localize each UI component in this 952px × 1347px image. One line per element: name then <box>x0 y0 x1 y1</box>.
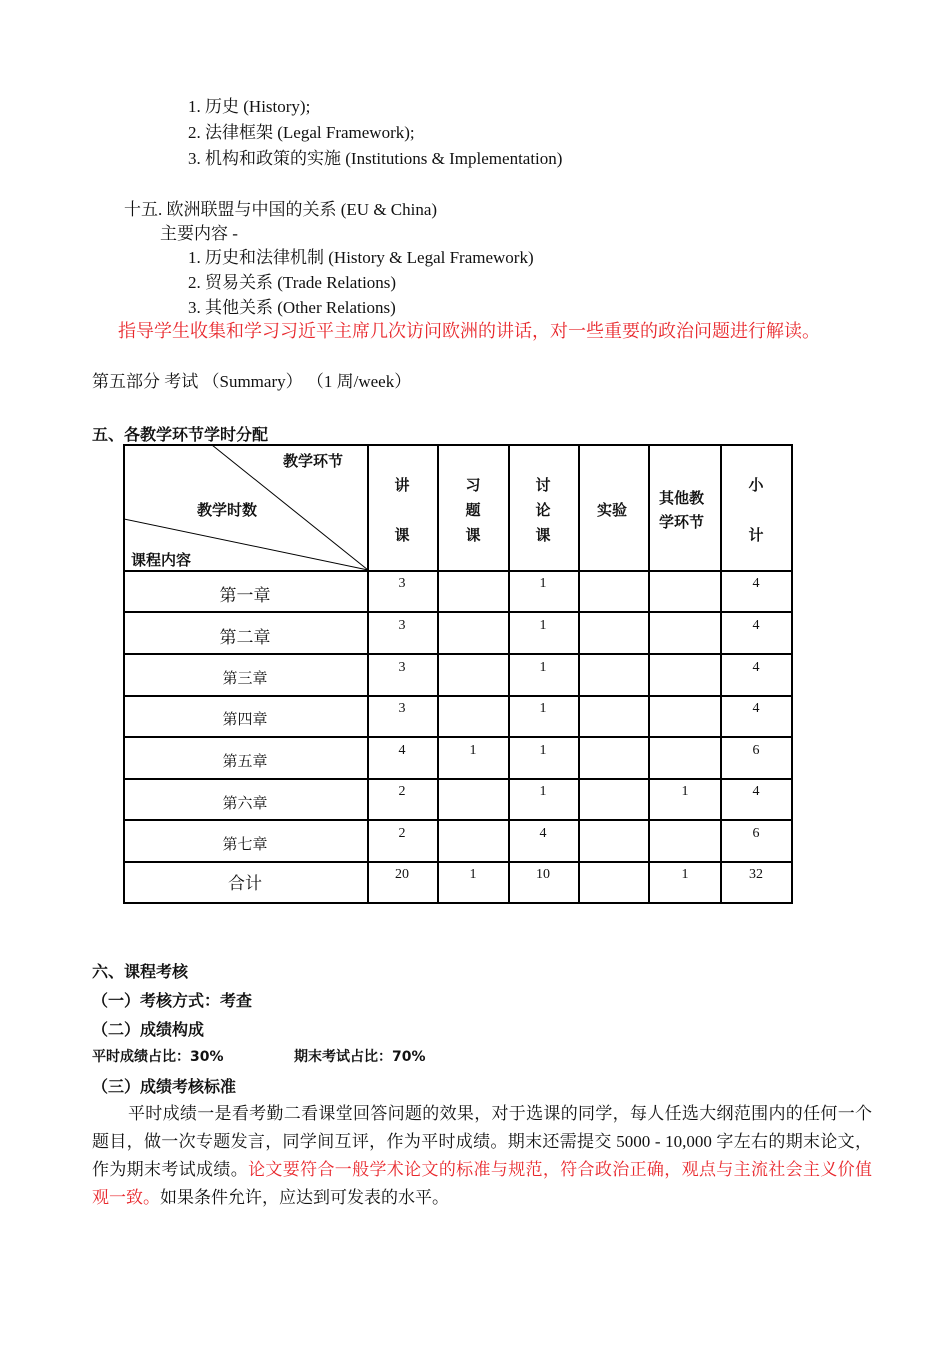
table-border <box>648 444 650 904</box>
cell-subtotal: 4 <box>752 660 760 675</box>
section-title: 十五. 欧洲联盟与中国的关系 (EU & China) <box>124 200 438 219</box>
assessment-text: 平时成绩一是看考勤二看课堂回答问题的效果，对于选课的同学，每人任选大纲范围内的任何一个题目，做一次专题发言，同学间互评，作为平时成绩。期末还需提交 5000 - 10,000 字左右的期末论文，作为期末考试成绩。 <box>92 1104 872 1179</box>
subsection-heading: （一）考核方式：考查 <box>92 991 253 1010</box>
row-total-label: 合计 <box>228 874 262 894</box>
header-subtotal: 计 <box>748 526 764 544</box>
assessment-requirement: 论文要符合一般学术论文的标准与规范，符合政治正确，观点与主流社会主义价值观一致。 <box>92 1160 873 1207</box>
row-chapter: 第二章 <box>219 628 271 648</box>
list-item: 1. 历史 (History); <box>188 97 311 116</box>
cell-subtotal: 6 <box>752 743 760 758</box>
cell-discussion: 1 <box>539 660 547 675</box>
ratio-final: 期末考试占比：70% <box>294 1049 426 1065</box>
cell-lecture: 3 <box>398 701 406 716</box>
cell-exercise: 1 <box>469 867 477 882</box>
table-border <box>123 902 793 904</box>
subsection-heading: （二）成绩构成 <box>92 1020 205 1039</box>
cell-lecture: 3 <box>398 576 406 591</box>
header-discussion: 课 <box>535 526 551 544</box>
list-item: 3. 其他关系 (Other Relations) <box>188 298 396 317</box>
header-discussion: 讨 <box>535 476 551 494</box>
guidance-note: 指导学生收集和学习习近平主席几次访问欧洲的讲话，对一些重要的政治问题进行解读。 <box>118 321 820 341</box>
cell-discussion: 1 <box>539 743 547 758</box>
cell-subtotal: 6 <box>752 826 760 841</box>
table-border <box>508 444 510 904</box>
table-border <box>123 736 793 738</box>
header-lecture: 课 <box>394 526 410 544</box>
cell-subtotal: 4 <box>752 618 760 633</box>
cell-discussion: 10 <box>536 867 550 882</box>
header-exercise: 课 <box>465 526 481 544</box>
section-heading: 六、课程考核 <box>92 962 189 981</box>
cell-lecture: 20 <box>395 867 409 882</box>
cell-discussion: 1 <box>539 618 547 633</box>
assessment-paragraph <box>92 1100 872 1212</box>
header-subtotal: 小 <box>748 476 764 494</box>
table-border <box>123 778 793 780</box>
table-border <box>123 695 793 697</box>
list-item: 3. 机构和政策的实施 (Institutions & Implementation) <box>188 149 563 168</box>
list-item: 2. 贸易关系 (Trade Relations) <box>188 273 397 292</box>
cell-lecture: 3 <box>398 660 406 675</box>
cell-discussion: 4 <box>539 826 547 841</box>
list-item: 2. 法律框架 (Legal Framework); <box>188 123 415 142</box>
section-subtitle: 主要内容 - <box>160 224 238 243</box>
assessment-text: 如果条件允许，应达到可发表的水平。 <box>160 1188 449 1207</box>
table-border <box>123 819 793 821</box>
cell-exercise: 1 <box>469 743 477 758</box>
section-heading: 五、各教学环节学时分配 <box>92 425 269 444</box>
cell-lecture: 4 <box>398 743 406 758</box>
cell-other: 1 <box>681 784 689 799</box>
header-experiment: 实验 <box>597 501 628 519</box>
cell-lecture: 2 <box>398 784 406 799</box>
row-chapter: 第七章 <box>222 835 268 853</box>
header-other: 其他教 <box>659 489 705 507</box>
header-exercise: 题 <box>465 501 481 519</box>
subsection-heading: （三）成绩考核标准 <box>92 1077 237 1096</box>
cell-subtotal: 32 <box>749 867 763 882</box>
row-chapter: 第三章 <box>222 669 268 687</box>
header-discussion: 论 <box>535 501 551 519</box>
table-border <box>123 653 793 655</box>
cell-lecture: 3 <box>398 618 406 633</box>
table-border <box>437 444 439 904</box>
header-lecture: 讲 <box>394 476 410 494</box>
corner-label-bottom: 课程内容 <box>131 551 192 569</box>
table-border <box>720 444 722 904</box>
row-chapter: 第四章 <box>222 710 268 728</box>
header-exercise: 习 <box>465 476 481 494</box>
row-chapter: 第六章 <box>222 794 268 812</box>
table-border <box>791 444 793 904</box>
cell-other: 1 <box>681 867 689 882</box>
header-other: 学环节 <box>659 513 705 531</box>
part-heading: 第五部分 考试 （Summary） （1 周/week） <box>92 372 412 391</box>
cell-discussion: 1 <box>539 576 547 591</box>
cell-discussion: 1 <box>539 784 547 799</box>
table-border <box>578 444 580 904</box>
cell-lecture: 2 <box>398 826 406 841</box>
cell-subtotal: 4 <box>752 784 760 799</box>
table-border <box>123 611 793 613</box>
corner-label-middle: 教学时数 <box>197 501 258 519</box>
row-chapter: 第五章 <box>222 752 268 770</box>
table-border <box>123 861 793 863</box>
cell-subtotal: 4 <box>752 701 760 716</box>
list-item: 1. 历史和法律机制 (History & Legal Framework) <box>188 248 534 267</box>
cell-discussion: 1 <box>539 701 547 716</box>
ratio-regular: 平时成绩占比：30% <box>92 1049 224 1065</box>
row-chapter: 第一章 <box>219 586 271 606</box>
corner-label-top: 教学环节 <box>283 452 344 470</box>
cell-subtotal: 4 <box>752 576 760 591</box>
